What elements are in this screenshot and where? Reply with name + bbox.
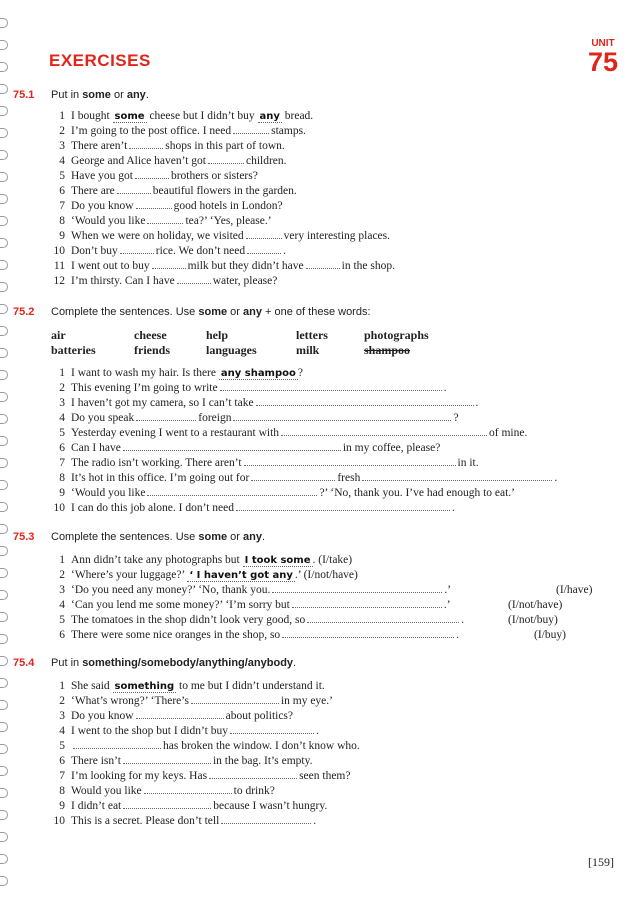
exercise-item — [51, 396, 478, 411]
item-number: 5 — [59, 740, 65, 752]
answer-handwritten: any shampoo — [220, 368, 296, 379]
word-option: help — [206, 328, 229, 342]
item-text: ‘Would you like — [71, 487, 146, 499]
item-number: 12 — [53, 275, 65, 287]
binding-ring — [0, 678, 8, 688]
binding-ring — [0, 590, 8, 600]
answer-blank[interactable] — [191, 694, 279, 704]
instr-text: . — [293, 657, 297, 669]
item-text: There were some nice oranges in the shop, so — [71, 629, 281, 641]
answer-blank[interactable] — [281, 426, 487, 436]
item-text: I went to the shop but I didn’t buy — [71, 725, 228, 737]
binding-ring — [0, 216, 8, 226]
unit-label: UNIT — [591, 38, 615, 49]
item-text: . — [451, 502, 455, 514]
binding-ring — [0, 546, 8, 556]
item-number: 9 — [59, 487, 65, 499]
item-text: .’ — [443, 599, 451, 611]
item-text: . — [456, 629, 460, 641]
exercise-item — [51, 799, 327, 814]
answer-handwritten: I took some — [244, 555, 311, 566]
spiral-binding — [0, 0, 12, 901]
item-text: . — [475, 397, 479, 409]
instr-text: Put in — [51, 657, 83, 669]
binding-ring — [0, 414, 8, 424]
item-text: I didn’t eat — [71, 800, 122, 812]
word-option: air — [51, 328, 66, 342]
word-option: letters — [296, 328, 328, 342]
exercise-item — [51, 724, 319, 739]
item-text: foreign — [198, 412, 232, 424]
instr-bold: any — [243, 531, 262, 543]
answer-blank[interactable] — [246, 229, 282, 239]
item-text: I haven’t got my camera, so I can’t take — [71, 397, 254, 409]
item-number: 1 — [59, 367, 65, 379]
answer-blank[interactable] — [220, 381, 442, 391]
instr-text: . — [261, 531, 266, 543]
item-text: I went out to buy — [71, 260, 150, 272]
item-text: ‘Where’s your luggage?’ — [71, 569, 185, 581]
item-text: Don’t buy — [71, 245, 118, 257]
exercise-item — [51, 814, 316, 829]
section-number: 75.4 — [13, 657, 35, 669]
item-text: beautiful flowers in the garden. — [152, 185, 297, 197]
binding-ring — [0, 150, 8, 160]
item-number: 9 — [59, 800, 65, 812]
item-number: 3 — [59, 397, 65, 409]
instr-text: + one of these words: — [261, 306, 371, 318]
item-text: stamps. — [271, 125, 306, 137]
item-number: 2 — [59, 569, 65, 581]
instr-bold: some — [82, 89, 111, 101]
instr-text: Put in — [51, 89, 83, 101]
item-text: very interesting places. — [283, 230, 391, 242]
answer-handwritten: something — [114, 681, 175, 692]
word-option-used: shampoo — [364, 343, 411, 357]
item-text: Can I have — [71, 442, 121, 454]
item-number: 10 — [53, 815, 65, 827]
binding-ring — [0, 744, 8, 754]
answer-blank[interactable] — [152, 259, 186, 269]
item-text: The tomatoes in the shop didn’t look very good, so — [71, 614, 306, 626]
section-number: 75.1 — [13, 89, 35, 101]
exercise-item — [51, 739, 360, 754]
binding-ring — [0, 766, 8, 776]
item-number: 4 — [59, 725, 65, 737]
item-number: 3 — [59, 584, 65, 596]
exercise-item — [51, 244, 286, 259]
item-text: .’ (I/not/have) — [294, 569, 358, 581]
instr-text: Complete the sentences. Use — [51, 306, 199, 318]
binding-ring — [0, 810, 8, 820]
exercise-item — [51, 214, 272, 229]
item-text: ‘Do you need any money?’ ‘No, thank you. — [71, 584, 271, 596]
word-option: languages — [206, 343, 257, 357]
item-text: in my coffee, please? — [342, 442, 441, 454]
item-text: good hotels in London? — [173, 200, 283, 212]
exercise-item — [51, 501, 455, 516]
item-text: Yesterday evening I went to a restaurant with — [71, 427, 280, 439]
exercise-item — [51, 366, 303, 381]
answer-blank[interactable] — [233, 411, 451, 421]
answer-blank[interactable] — [221, 814, 311, 824]
binding-ring — [0, 326, 8, 336]
item-text: . — [443, 382, 447, 394]
item-number: 3 — [59, 710, 65, 722]
exercise-item — [51, 139, 285, 154]
answer-handwritten: any — [259, 111, 280, 122]
answer-blank[interactable] — [230, 724, 314, 734]
exercise-item — [51, 426, 527, 441]
instr-bold: some — [198, 306, 228, 318]
item-number: 6 — [59, 755, 65, 767]
item-text: . — [313, 815, 317, 827]
exercise-item — [51, 709, 293, 724]
binding-ring — [0, 788, 8, 798]
exercise-item — [51, 598, 451, 613]
item-text: . (I/take) — [312, 554, 353, 566]
binding-ring — [0, 722, 8, 732]
item-text: It’s hot in this office. I’m going out for — [71, 472, 250, 484]
binding-ring — [0, 634, 8, 644]
answer-blank[interactable] — [236, 501, 450, 511]
binding-ring — [0, 700, 8, 710]
page-number: [159] — [588, 855, 614, 869]
binding-ring — [0, 656, 8, 666]
answer-blank[interactable] — [244, 456, 456, 466]
section-instruction — [51, 89, 149, 101]
section-number: 75.2 — [13, 306, 35, 318]
item-text: There aren’t — [71, 140, 128, 152]
binding-ring — [0, 238, 8, 248]
answer-blank[interactable] — [307, 613, 459, 623]
verb-hint: (I/not/have) — [508, 599, 563, 611]
exercise-item — [51, 184, 297, 199]
instr-text: or — [110, 89, 127, 101]
answer-blank[interactable] — [209, 769, 297, 779]
section-instruction — [51, 531, 265, 543]
answer-blank[interactable] — [256, 396, 474, 406]
item-text: I’m going to the post office. I need — [71, 125, 232, 137]
item-text: in it. — [457, 457, 479, 469]
answer-blank[interactable] — [136, 411, 196, 421]
exercise-item — [51, 124, 306, 139]
item-text: I want to wash my hair. Is there — [71, 367, 216, 379]
exercise-item — [51, 441, 440, 456]
word-option: batteries — [51, 343, 96, 357]
binding-ring — [0, 106, 8, 116]
item-number: 7 — [59, 457, 65, 469]
item-text: I bought — [71, 110, 110, 122]
exercise-item — [51, 471, 557, 486]
binding-ring — [0, 612, 8, 622]
section-number: 75.3 — [13, 531, 35, 543]
binding-ring — [0, 480, 8, 490]
exercise-item — [51, 583, 451, 598]
item-text: tea?’ ‘Yes, please.’ — [185, 215, 272, 227]
item-text: I’m thirsty. Can I have — [71, 275, 175, 287]
item-text: . — [461, 614, 465, 626]
answer-blank[interactable] — [123, 754, 211, 764]
item-text: in my eye.’ — [280, 695, 333, 707]
answer-blank[interactable] — [233, 124, 269, 134]
exercise-item — [51, 628, 459, 643]
exercise-item — [51, 486, 515, 501]
exercise-item — [51, 568, 358, 583]
item-text: There isn’t — [71, 755, 121, 767]
binding-ring — [0, 304, 8, 314]
exercise-item — [51, 229, 390, 244]
item-text: in the bag. It’s empty. — [212, 755, 313, 767]
item-text: children. — [245, 155, 287, 167]
item-number: 1 — [59, 110, 65, 122]
item-number: 7 — [59, 200, 65, 212]
answer-blank[interactable] — [282, 628, 454, 638]
binding-ring — [0, 348, 8, 358]
binding-ring — [0, 18, 8, 28]
item-number: 7 — [59, 770, 65, 782]
binding-ring — [0, 832, 8, 842]
section-instruction — [51, 306, 371, 318]
binding-ring — [0, 392, 8, 402]
exercise-item — [51, 553, 352, 568]
verb-hint: (I/not/buy) — [508, 614, 558, 626]
word-option: friends — [134, 343, 170, 357]
item-text: of mine. — [489, 427, 528, 439]
word-option: milk — [296, 343, 320, 357]
item-text: about politics? — [225, 710, 294, 722]
exercise-item — [51, 754, 312, 769]
answer-blank[interactable] — [129, 139, 163, 149]
item-text: milk but they didn’t have — [187, 260, 304, 272]
item-text: ?’ ‘No, thank you. I’ve had enough to eat.’ — [319, 487, 515, 499]
item-text: I’m looking for my keys. Has — [71, 770, 208, 782]
exercise-item — [51, 274, 277, 289]
exercise-item — [51, 411, 459, 426]
item-number: 4 — [59, 412, 65, 424]
item-text: shops in this part of town. — [165, 140, 285, 152]
item-number: 6 — [59, 629, 65, 641]
item-text: . — [315, 725, 319, 737]
exercise-item — [51, 169, 258, 184]
exercise-item — [51, 199, 283, 214]
item-text: brothers or sisters? — [170, 170, 258, 182]
answer-blank[interactable] — [123, 441, 341, 451]
binding-ring — [0, 84, 8, 94]
binding-ring — [0, 40, 8, 50]
item-text: There are — [71, 185, 115, 197]
exercise-item — [51, 784, 275, 799]
item-number: 1 — [59, 680, 65, 692]
item-text: rice. We don’t need — [155, 245, 246, 257]
word-option: cheese — [134, 328, 167, 342]
item-number: 11 — [53, 260, 65, 272]
binding-ring — [0, 524, 8, 534]
item-number: 2 — [59, 125, 65, 137]
exercise-item — [51, 259, 395, 274]
exercise-item — [51, 769, 351, 784]
item-number: 2 — [59, 695, 65, 707]
answer-blank[interactable] — [251, 471, 335, 481]
item-text: ‘Would you like — [71, 215, 146, 227]
item-number: 8 — [59, 472, 65, 484]
item-number: 3 — [59, 140, 65, 152]
instr-bold: any — [126, 89, 146, 101]
answer-blank[interactable] — [120, 244, 154, 254]
binding-ring — [0, 260, 8, 270]
item-text: I can do this job alone. I don’t need — [71, 502, 234, 514]
binding-ring — [0, 370, 8, 380]
item-text: in the shop. — [341, 260, 395, 272]
binding-ring — [0, 194, 8, 204]
exercise-item — [51, 109, 313, 124]
exercise-item — [51, 456, 479, 471]
item-text: . — [554, 472, 558, 484]
item-text: Ann didn’t take any photographs but — [71, 554, 240, 566]
binding-ring — [0, 128, 8, 138]
binding-ring — [0, 458, 8, 468]
word-option: photographs — [364, 328, 429, 342]
item-text: Do you speak — [71, 412, 135, 424]
item-number: 6 — [59, 185, 65, 197]
item-number: 4 — [59, 155, 65, 167]
exercise-item — [51, 694, 333, 709]
answer-blank[interactable] — [136, 199, 172, 209]
item-number: 4 — [59, 599, 65, 611]
exercise-item — [51, 679, 325, 694]
item-text: bread. — [284, 110, 314, 122]
item-number: 2 — [59, 382, 65, 394]
item-number: 8 — [59, 785, 65, 797]
answer-blank[interactable] — [306, 259, 340, 269]
instr-bold: something/somebody/anything/anybody — [82, 657, 294, 669]
binding-ring — [0, 568, 8, 578]
answer-handwritten: ‘ I haven’t got any — [189, 570, 293, 581]
unit-number: 75 — [587, 47, 619, 77]
instr-text: or — [227, 531, 244, 543]
item-text: because I wasn’t hungry. — [213, 800, 328, 812]
answer-blank[interactable] — [147, 486, 317, 496]
answer-blank[interactable] — [73, 739, 161, 749]
item-text: to me but I didn’t understand it. — [179, 680, 325, 692]
item-number: 9 — [59, 230, 65, 242]
exercise-item — [51, 381, 446, 396]
item-text: cheese but I didn’t buy — [149, 110, 255, 122]
item-text: The radio isn’t working. There aren’t — [71, 457, 242, 469]
item-text: Have you got — [71, 170, 133, 182]
binding-ring — [0, 62, 8, 72]
binding-ring — [0, 282, 8, 292]
verb-hint: (I/buy) — [534, 629, 566, 641]
item-number: 5 — [59, 614, 65, 626]
item-text: She said — [71, 680, 110, 692]
answer-blank[interactable] — [144, 784, 232, 794]
item-text: ‘Can you lend me some money?’ ‘I’m sorry but — [71, 599, 290, 611]
item-text: ? — [297, 367, 303, 379]
item-text: This evening I’m going to write — [71, 382, 218, 394]
answer-blank[interactable] — [272, 583, 442, 593]
instr-text: or — [227, 306, 244, 318]
answer-blank[interactable] — [117, 184, 151, 194]
answer-blank[interactable] — [177, 274, 211, 284]
item-number: 1 — [59, 554, 65, 566]
exercise-item — [51, 154, 287, 169]
answer-handwritten: some — [114, 111, 145, 122]
instr-text: . — [145, 89, 149, 101]
item-number: 10 — [53, 502, 65, 514]
item-text: ? — [453, 412, 459, 424]
binding-ring — [0, 502, 8, 512]
item-text: .’ — [444, 584, 452, 596]
answer-blank[interactable] — [136, 709, 224, 719]
item-number: 5 — [59, 170, 65, 182]
instr-text: Complete the sentences. Use — [51, 531, 199, 543]
item-text: Do you know — [71, 710, 134, 722]
verb-hint: (I/have) — [556, 584, 593, 596]
item-text: When we were on holiday, we visited — [71, 230, 244, 242]
item-text: water, please? — [212, 275, 278, 287]
answer-blank[interactable] — [247, 244, 281, 254]
item-number: 10 — [53, 245, 65, 257]
section-instruction — [51, 657, 296, 669]
page-title: EXERCISES — [49, 51, 151, 70]
answer-blank[interactable] — [123, 799, 211, 809]
answer-blank[interactable] — [208, 154, 244, 164]
item-text: Do you know — [71, 200, 134, 212]
binding-ring — [0, 876, 8, 886]
item-text: has broken the window. I don’t know who. — [163, 740, 360, 752]
answer-blank[interactable] — [362, 471, 552, 481]
binding-ring — [0, 854, 8, 864]
answer-blank[interactable] — [147, 214, 183, 224]
answer-blank[interactable] — [135, 169, 169, 179]
item-text: fresh — [337, 472, 361, 484]
exercise-item — [51, 613, 464, 628]
item-text: . — [283, 245, 286, 257]
item-text: George and Alice haven’t got — [71, 155, 206, 167]
item-text: This is a secret. Please don’t tell — [71, 815, 220, 827]
binding-ring — [0, 436, 8, 446]
item-number: 5 — [59, 427, 65, 439]
item-number: 8 — [59, 215, 65, 227]
binding-ring — [0, 172, 8, 182]
instr-bold: some — [198, 531, 228, 543]
item-text: to drink? — [233, 785, 275, 797]
item-text: Would you like — [71, 785, 142, 797]
item-number: 6 — [59, 442, 65, 454]
item-text: seen them? — [299, 770, 351, 782]
item-text: ‘What’s wrong?’ ‘There’s — [71, 695, 189, 707]
answer-blank[interactable] — [292, 598, 442, 608]
instr-bold: any — [243, 306, 262, 318]
